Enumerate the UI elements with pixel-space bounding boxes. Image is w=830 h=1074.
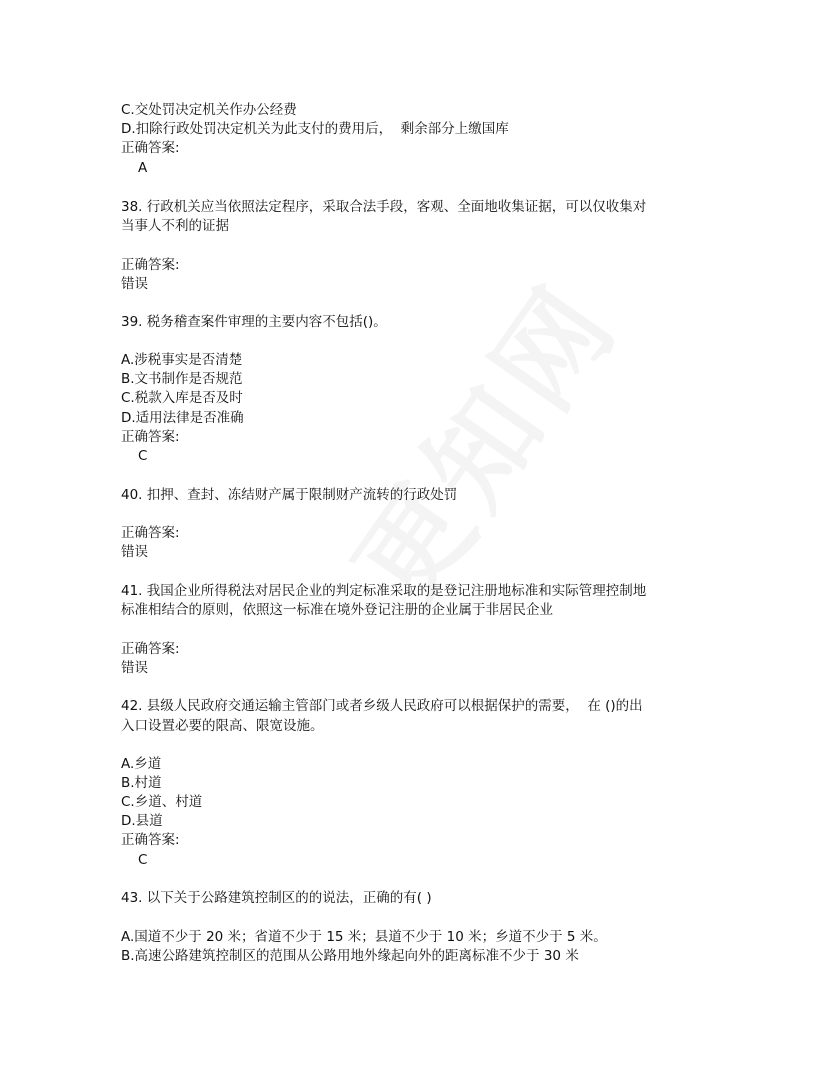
answer-value: 错误: [121, 660, 148, 676]
question-43: 43. 以下关于公路建筑控制区的的说法，正确的有( ): [121, 890, 432, 906]
question-42-line-1: 42. 县级人民政府交通运输主管部门或者乡级人民政府可以根据保护的需要， 在 ()的出: [121, 698, 643, 714]
answer-value: A: [138, 160, 148, 176]
question-42-line-2: 入口设置必要的限高、限宽设施。: [121, 718, 324, 734]
option-c: C.税款入库是否及时: [121, 390, 243, 406]
option-a: A.国道不少于 20 米；省道不少于 15 米；县道不少于 10 米；乡道不少于 5 米。: [121, 929, 607, 945]
answer-value: 错误: [121, 276, 148, 292]
question-40: 40. 扣押、查封、冻结财产属于限制财产流转的行政处罚: [121, 487, 458, 503]
question-41-line-1: 41. 我国企业所得税法对居民企业的判定标准采取的是登记注册地标准和实际管理控制地: [121, 583, 647, 599]
option-c: C.乡道、村道: [121, 794, 203, 810]
answer-label: 正确答案:: [121, 525, 180, 541]
option-d: D.适用法律是否准确: [121, 410, 244, 426]
answer-value: 错误: [121, 544, 148, 560]
option-c: C.交处罚决定机关作办公经费: [121, 102, 297, 118]
watermark: [312, 246, 648, 632]
question-41-line-2: 标准相结合的原则，依照这一标准在境外登记注册的企业属于非居民企业: [121, 602, 553, 618]
question-38-line-2: 当事人不利的证据: [121, 218, 229, 234]
option-a: A.涉税事实是否清楚: [121, 352, 243, 368]
answer-label: 正确答案:: [121, 140, 180, 156]
answer-label: 正确答案:: [121, 832, 180, 848]
answer-label: 正确答案:: [121, 429, 180, 445]
option-b: B.文书制作是否规范: [121, 371, 243, 387]
answer-value: C: [138, 852, 148, 868]
option-b: B.村道: [121, 775, 162, 791]
answer-value: C: [138, 448, 148, 464]
option-a: A.乡道: [121, 756, 162, 772]
answer-label: 正确答案:: [121, 641, 180, 657]
option-d: D.扣除行政处罚决定机关为此支付的费用后， 剩余部分上缴国库: [121, 121, 509, 137]
answer-label: 正确答案:: [121, 257, 180, 273]
question-38-line-1: 38. 行政机关应当依照法定程序，采取合法手段，客观、全面地收集证据，可以仅收集对: [121, 199, 647, 215]
question-39: 39. 税务稽查案件审理的主要内容不包括()。: [121, 314, 387, 330]
option-b: B.高速公路建筑控制区的范围从公路用地外缘起向外的距离标准不少于 30 米: [121, 948, 579, 964]
option-d: D.县道: [121, 813, 163, 829]
